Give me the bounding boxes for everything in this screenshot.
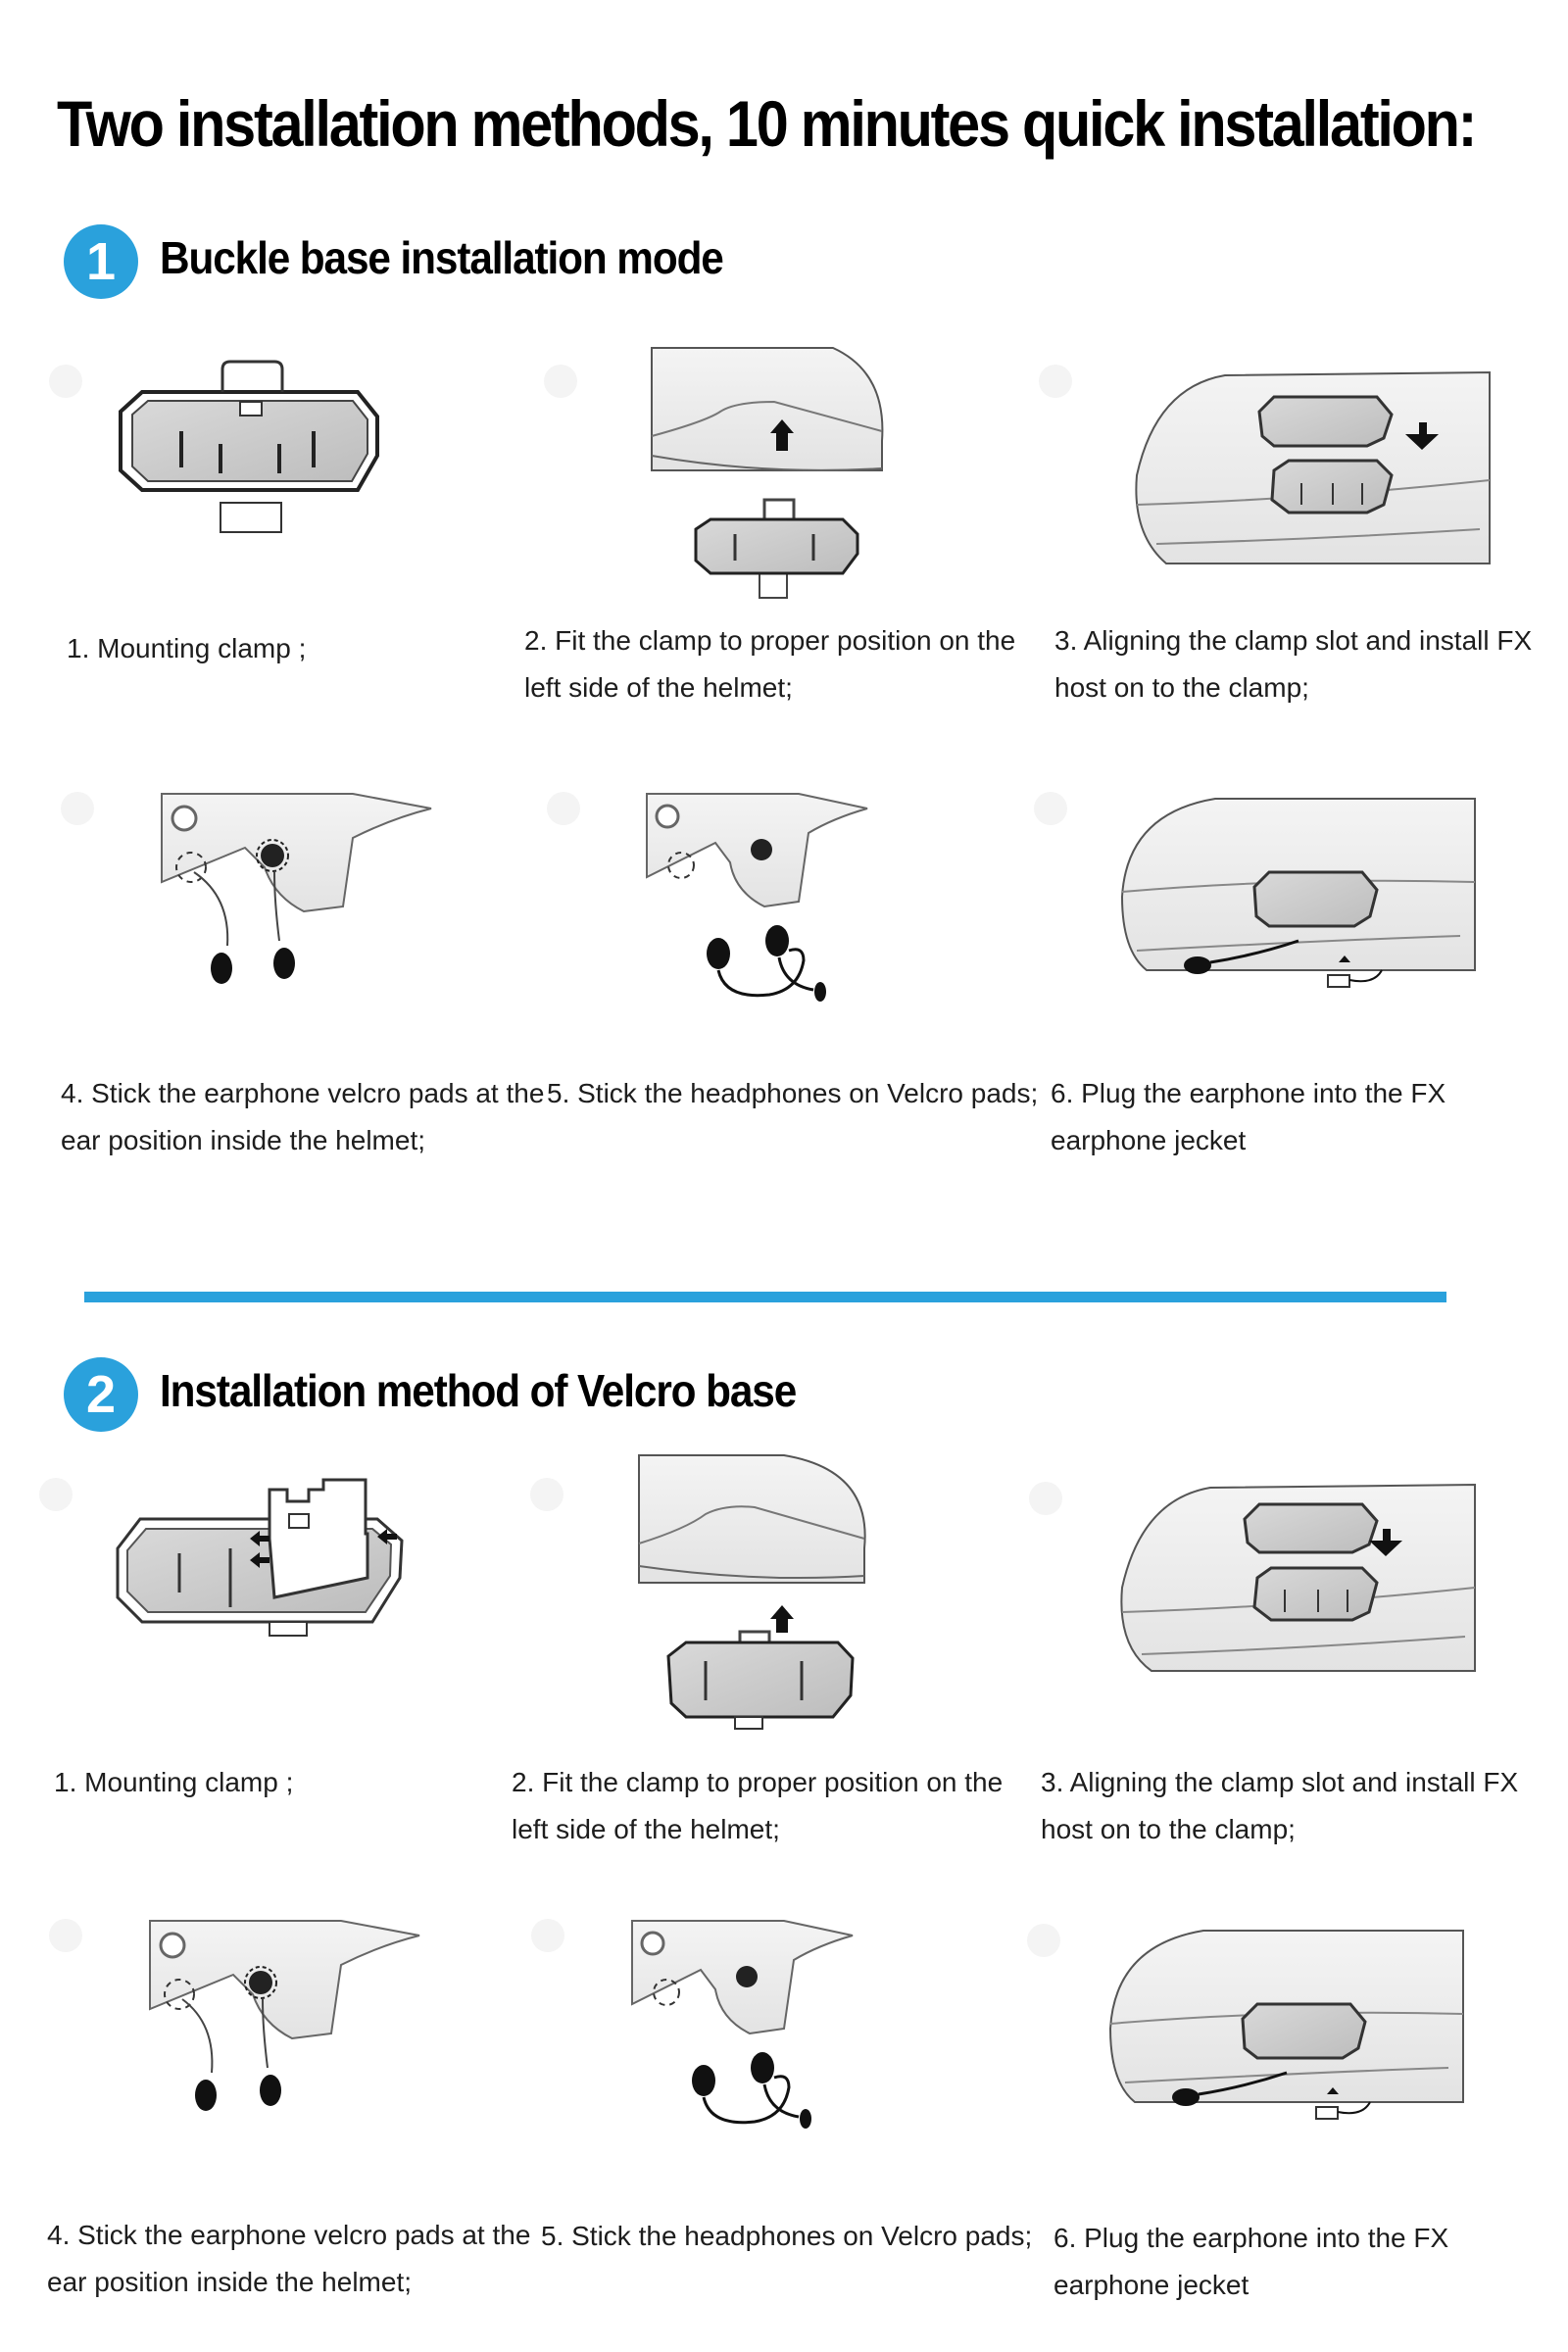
helmet-plug-earphone-icon (1117, 794, 1480, 1000)
decorative-dot (530, 1478, 564, 1511)
section-1-step-5-caption: 5. Stick the headphones on Velcro pads; (547, 1078, 1039, 1108)
decorative-dot (1034, 792, 1067, 825)
section-1-step-4-caption: 4. Stick the earphone velcro pads at the ear position inside the helmet; (61, 1078, 545, 1155)
section-divider (84, 1292, 1446, 1302)
section-1-number-badge: 1 (64, 224, 138, 299)
helmet-clamp-fit-icon (647, 343, 902, 608)
section-1-heading: Buckle base installation mode (160, 232, 723, 283)
decorative-dot (1029, 1482, 1062, 1515)
section-1-step-3-caption: 3. Aligning the clamp slot and install FX host on to the clamp; (1054, 625, 1533, 703)
section-1-step-6-caption: 6. Plug the earphone into the FX earphone jecket (1051, 1078, 1446, 1155)
decorative-dot (1039, 365, 1072, 398)
page-title: Two installation methods, 10 minutes quick installation: (57, 87, 1476, 160)
decorative-dot (547, 792, 580, 825)
section-1-step-2-caption: 2. Fit the clamp to proper position on the left side of the helmet; (524, 625, 1016, 703)
helmet-clamp-fit-icon (637, 1450, 872, 1735)
helmet-headphones-icon (642, 789, 877, 1014)
decorative-dot (49, 365, 82, 398)
decorative-dot (531, 1919, 564, 1952)
decorative-dot (544, 365, 577, 398)
decorative-dot (39, 1478, 73, 1511)
section-2-step-4-caption: 4. Stick the earphone velcro pads at the ear position inside the helmet; (47, 2220, 531, 2297)
section-2-step-1-caption: 1. Mounting clamp ; (54, 1767, 294, 1797)
helmet-host-install-icon (1112, 1480, 1485, 1676)
section-2-step-6-caption: 6. Plug the earphone into the FX earphone jecket (1054, 2223, 1449, 2300)
helmet-plug-earphone-icon (1105, 1926, 1468, 2132)
mounting-clamp-icon (113, 358, 387, 544)
section-2-step-5-caption: 5. Stick the headphones on Velcro pads; (541, 2221, 1033, 2251)
decorative-dot (61, 792, 94, 825)
helmet-headphones-icon (627, 1916, 862, 2141)
decorative-dot (49, 1919, 82, 1952)
helmet-velcro-pads-icon (145, 1916, 419, 2122)
section-2-heading: Installation method of Velcro base (160, 1365, 797, 1416)
decorative-dot (1027, 1924, 1060, 1957)
section-1-step-1-caption: 1. Mounting clamp ; (67, 633, 307, 663)
section-2-step-3-caption: 3. Aligning the clamp slot and install FX host on to the clamp; (1041, 1767, 1519, 1844)
section-2-number-badge: 2 (64, 1357, 138, 1432)
helmet-velcro-pads-icon (157, 789, 431, 995)
helmet-host-install-icon (1127, 368, 1499, 568)
section-2-step-2-caption: 2. Fit the clamp to proper position on the left side of the helmet; (512, 1767, 1004, 1844)
velcro-base-icon (113, 1470, 412, 1666)
